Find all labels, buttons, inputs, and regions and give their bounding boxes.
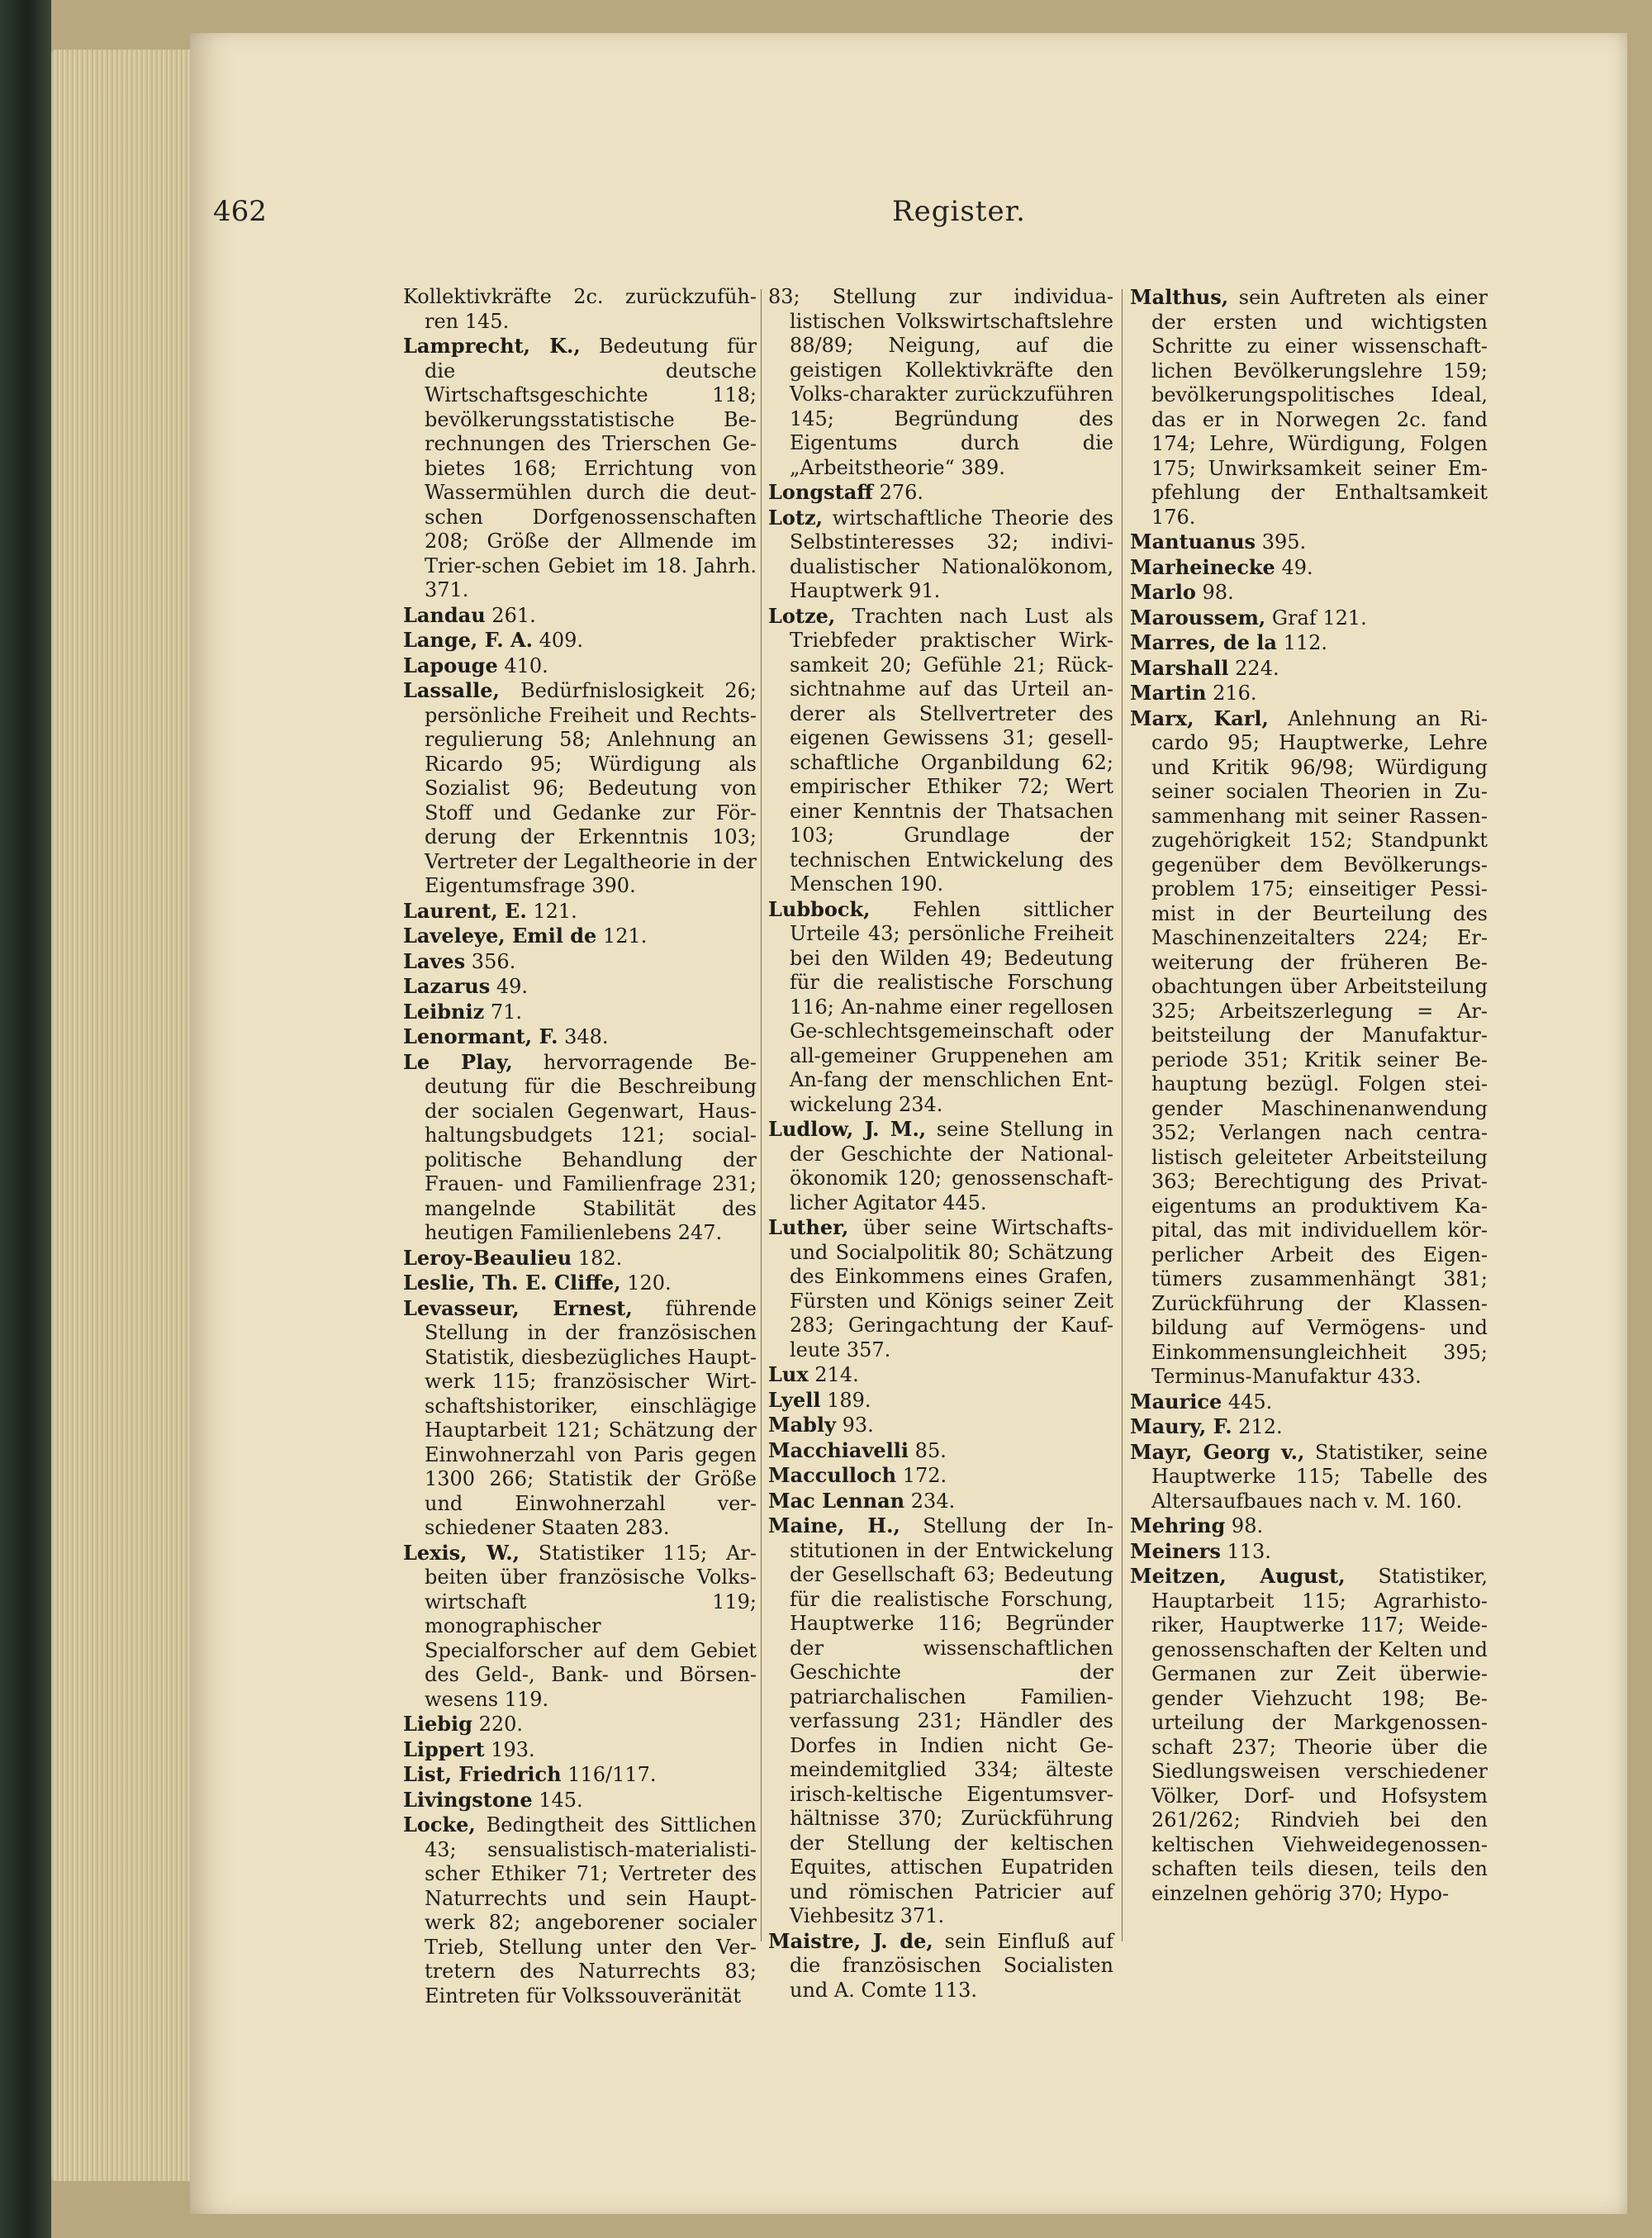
index-entry — [403, 924, 757, 949]
index-text: Statistiker, Hauptarbeit 115; Agrarhisto-riker, Hauptwerke 117; Weide-genossenschaften der Kelten und Germanen zur Zeit überwie-gender Viehzucht 198; Be-urteilung der Markgenossen-schaft 237; Theorie über die Siedlungsweisen verschiedener Völker, Dorf- und Hofsystem 261/262; Rindvieh bei den keltischen Viehweidegenossen-schaften teils diesen, teils den einzelnen gehörig 370; Hypo- — [1151, 1565, 1488, 1905]
index-entry — [768, 1117, 1113, 1215]
index-entry — [768, 1489, 1113, 1514]
index-entry — [768, 1463, 1113, 1489]
index-text: Statistiker 115; Ar-beiten über französische Volks-wirtschaft 119; monographischer Specialforscher auf dem Gebiet des Geld-, Bank- und Börsen-wesens 119. — [425, 1541, 757, 1711]
index-entry — [1130, 1414, 1488, 1440]
index-entry — [403, 1712, 757, 1737]
index-entry — [403, 1050, 757, 1246]
index-headword: Lippert — [403, 1737, 485, 1761]
index-entry — [1130, 630, 1488, 656]
page-edges — [51, 50, 208, 2181]
index-headword: Levasseur, Ernest, — [403, 1295, 633, 1320]
index-headword: List, Friedrich — [403, 1762, 562, 1786]
index-entry — [403, 974, 757, 1000]
index-entry — [403, 1541, 757, 1713]
index-entry — [403, 1737, 757, 1763]
index-text: Bedeutung für die deutsche Wirtschaftsgeschichte 118; bevölkerungsstatistische Be-rechnungen des Trierschen Ge-bietes 168; Errichtung von Wassermühlen durch die deut-schen Dorfgenossenschaften 208; Größe der Allmende im Trier-schen Gebiet im 18. Jahrh. 371. — [425, 335, 757, 601]
running-head: Register. — [892, 195, 1026, 228]
index-text: 356. — [471, 949, 516, 973]
index-headword: Longstaff — [768, 480, 873, 504]
index-headword: Laveleye, Emil de — [403, 924, 597, 948]
index-headword: Macchiavelli — [768, 1437, 909, 1462]
index-headword: Leslie, Th. E. Cliffe, — [403, 1271, 621, 1295]
index-text: 216. — [1213, 682, 1257, 705]
index-entry — [768, 1438, 1113, 1464]
column-rule — [761, 289, 762, 1941]
index-entry — [768, 1413, 1113, 1438]
index-text: 83; Stellung zur individua-listischen Volkswirtschaftslehre 88/89; Neigung, auf die geistigen Kollektivkräfte den Volks-charakter zurückzuführen 145; Begründung des Eigentums durch die „Arbeitstheorie“ 389. — [768, 285, 1113, 479]
index-text: 348. — [564, 1025, 609, 1048]
index-headword: Lux — [768, 1362, 809, 1386]
index-entry — [768, 897, 1113, 1118]
index-headword: Malthus, — [1130, 285, 1229, 309]
index-entry — [403, 1762, 757, 1788]
index-headword: Mac Lennan — [768, 1488, 905, 1513]
index-headword: Lazarus — [403, 974, 491, 998]
index-headword: Lapouge — [403, 653, 498, 677]
index-text: Bedingtheit des Sittlichen 43; sensualistisch-materialisti-scher Ethiker 71; Vertreter des Naturrechts und sein Haupt-werk 82; angeborener socialer Trieb, Stellung unter den Ver-tretern des Naturrechts 83; Eintreten für Volkssouveränität — [425, 1813, 757, 2008]
index-entry — [1130, 1513, 1488, 1539]
index-entry — [1130, 1390, 1488, 1415]
index-headword: Lubbock, — [768, 896, 871, 921]
index-entry — [403, 1246, 757, 1271]
index-text: Anlehnung an Ri-cardo 95; Hauptwerke, Lehre und Kritik 96/98; Würdigung seiner socialen Theorien in Zu-sammenhang mit seiner Rassen-zugehörigkeit 152; Standpunkt gegenüber dem Bevölkerungs-problem 175; einseitiger Pessi-mist in der Beurteilung des Maschinenzeitalters 224; Er-weiterung der früheren Be-obachtungen über Arbeitsteilung 325; Arbeitszerlegung = Ar-beitsteilung der Manufaktur-periode 351; Kritik seiner Be-hauptung bezügl. Folgen stei-gender Maschinenanwendung 352; Verlangen nach centra-listisch geleiteter Arbeitsteilung 363; Berechtigung des Privat-eigentums an produktivem Ka-pital, das mit individuellem kör-perlicher Arbeit des Eigen-tümers zusammenhängt 381; Zurückführung der Klassen-bildung auf Vermögens- und Einkommensungleichheit 395; Terminus-Manufaktur 433. — [1151, 706, 1488, 1388]
index-entry — [403, 1271, 757, 1296]
index-headword: Laurent, E. — [403, 898, 527, 923]
index-text: 113. — [1227, 1539, 1271, 1563]
index-entry — [768, 480, 1113, 506]
index-text: 49. — [496, 975, 529, 998]
index-headword: Maine, H., — [768, 1513, 900, 1537]
index-text: hervorragende Be-deutung für die Beschreibung der socialen Gegenwart, Haus-haltungsbudgets 121; social-politische Behandlung der Frauen- und Familienfrage 231; mangelnde Stabilität des heutigen Familienlebens 247. — [425, 1050, 757, 1244]
index-text: 234. — [910, 1489, 956, 1513]
index-headword: Lexis, W., — [403, 1540, 520, 1565]
index-headword: Locke, — [403, 1813, 476, 1836]
index-text: wirtschaftliche Theorie des Selbstinteresses 32; indivi-dualistischer Nationalökonom, Hauptwerk 91. — [790, 506, 1113, 602]
index-headword: Maroussem, — [1130, 605, 1266, 630]
index-headword: Mehring — [1130, 1513, 1226, 1537]
index-text: 214. — [814, 1363, 859, 1386]
index-headword: Lange, F. A. — [403, 628, 533, 652]
index-headword: Lyell — [768, 1387, 821, 1412]
index-entry — [768, 1513, 1113, 1929]
index-entry — [403, 1000, 757, 1025]
index-text: 49. — [1281, 555, 1313, 579]
index-headword: Marres, de la — [1130, 630, 1277, 654]
index-entry — [403, 603, 757, 629]
index-headword: Lassalle, — [403, 678, 500, 702]
index-entry — [403, 1296, 757, 1541]
index-text: 410. — [504, 653, 548, 677]
index-text: 120. — [627, 1271, 672, 1295]
index-text: 261. — [491, 603, 536, 627]
index-headword: Leroy-Beaulieu — [403, 1245, 572, 1270]
index-text: Graf 121. — [1271, 606, 1367, 630]
index-entry — [403, 1024, 757, 1050]
index-entry — [403, 1813, 757, 2008]
index-headword: Mably — [768, 1413, 836, 1437]
index-headword: Marx, Karl, — [1130, 706, 1269, 730]
index-text: 98. — [1202, 581, 1234, 604]
index-entry — [768, 1215, 1113, 1362]
index-entry — [768, 604, 1113, 897]
index-text: Bedürfnislosigkeit 26; persönliche Freiheit und Rechts-regulierung 58; Anlehnung an Ricardo 95; Würdigung als Sozialist 96; Bedeutung von Stoff und Gedanke zur För-derung der Erkenntnis 103; Vertreter der Legaltheorie in der Eigentumsfrage 390. — [425, 679, 757, 897]
column-rule — [1122, 289, 1123, 1941]
index-entry — [1130, 1539, 1488, 1565]
index-headword: Maury, F. — [1130, 1414, 1232, 1438]
index-entry — [403, 949, 757, 975]
index-headword: Luther, — [768, 1215, 849, 1239]
index-text: 193. — [491, 1737, 535, 1761]
index-headword: Maurice — [1130, 1389, 1222, 1414]
index-entry — [403, 334, 757, 603]
index-entry — [1130, 606, 1488, 631]
index-entry — [1130, 285, 1488, 530]
index-text: 182. — [577, 1246, 623, 1270]
index-headword: Landau — [403, 602, 486, 627]
index-text: 98. — [1231, 1514, 1264, 1537]
index-entry — [1130, 706, 1488, 1390]
index-text: seine Stellung in der Geschichte der National-ökonomik 120; genossenschaft-licher Agitator 445. — [790, 1118, 1114, 1214]
index-headword: Meitzen, August, — [1130, 1564, 1346, 1588]
index-text: sein Einfluß auf die französischen Socialisten und A. Comte 113. — [790, 1929, 1113, 2002]
index-headword: Le Play, — [403, 1049, 513, 1074]
index-entry — [768, 1929, 1113, 2003]
index-entry — [768, 1388, 1113, 1414]
index-headword: Liebig — [403, 1712, 472, 1736]
index-text: 93. — [842, 1414, 874, 1437]
index-text: Kollektivkräfte 2c. zurückzufüh-ren 145. — [403, 285, 757, 333]
index-headword: Meiners — [1130, 1538, 1221, 1563]
index-text: 212. — [1238, 1415, 1283, 1438]
index-headword: Marshall — [1130, 655, 1229, 680]
index-entry — [403, 285, 757, 334]
page-number: 462 — [213, 195, 267, 228]
index-headword: Leibniz — [403, 999, 485, 1024]
index-headword: Ludlow, J. M., — [768, 1117, 927, 1141]
index-text: 172. — [902, 1464, 947, 1487]
index-entry — [1130, 1564, 1488, 1906]
index-entry — [768, 506, 1113, 604]
index-text: Trachten nach Lust als Triebfeder praktischer Wirk-samkeit 20; Gefühle 21; Rück-sichtnahme auf das Urteil an-derer als Stellvertreter des eigenen Gewissens 31; gesell-schaftliche Organbildung 62; empirischer Ethiker 72; Wert einer Kenntnis der Thatsachen 103; Grundlage der technischen Entwickelung des Menschen 190. — [790, 604, 1113, 896]
index-text: 145. — [539, 1788, 583, 1812]
index-column-3 — [1130, 285, 1488, 1906]
index-headword: Mantuanus — [1130, 530, 1256, 554]
index-text: 276. — [879, 481, 924, 504]
index-text: 116/117. — [567, 1763, 657, 1786]
index-entry — [1130, 681, 1488, 706]
index-headword: Mayr, Georg v., — [1130, 1439, 1305, 1464]
index-text: 220. — [478, 1713, 524, 1736]
index-headword: Macculloch — [768, 1463, 897, 1487]
index-text: 189. — [827, 1388, 871, 1412]
index-headword: Lenormant, F. — [403, 1024, 558, 1048]
index-headword: Martin — [1130, 681, 1207, 705]
index-text: 71. — [490, 1000, 523, 1024]
index-entry — [1130, 1440, 1488, 1514]
index-headword: Laves — [403, 948, 466, 973]
index-entry — [403, 653, 757, 679]
index-text: 409. — [539, 629, 584, 652]
index-entry — [1130, 656, 1488, 682]
index-entry — [403, 899, 757, 924]
index-headword: Maistre, J. de, — [768, 1928, 933, 1953]
index-headword: Livingstone — [403, 1787, 533, 1812]
index-entry — [403, 1788, 757, 1813]
index-entry — [403, 678, 757, 899]
index-headword: Marheinecke — [1130, 554, 1275, 579]
index-text: Stellung der In-stitutionen in der Entwickelung der Gesellschaft 63; Bedeutung für die realistische Forschung, Hauptwerke 116; Begründer der wissenschaftlichen Geschichte der patriarchalischen Familien-verfassung 231; Händler des Dorfes in Indien nicht Ge-meindemitglied 334; älteste irisch-keltische Eigentumsver-hältnisse 370; Zurückführung der Stellung der keltischen Equites, attischen Eupatriden und römischen Patricier auf Viehbesitz 371. — [790, 1514, 1113, 1927]
index-text: 85. — [914, 1438, 947, 1462]
index-text: 121. — [533, 899, 577, 923]
index-text: Statistiker, seine Hauptwerke 115; Tabelle des Altersaufbaues nach v. M. 160. — [1151, 1440, 1488, 1513]
index-entry — [768, 1362, 1113, 1388]
index-text: 121. — [602, 924, 648, 948]
index-text: über seine Wirtschafts- und Socialpolitik 80; Schätzung des Einkommens eines Grafen, Fürsten und Königs seiner Zeit 283; Geringachtung der Kauf-leute 357. — [790, 1216, 1113, 1361]
index-text: 395. — [1261, 530, 1307, 554]
index-text: sein Auftreten als einer der ersten und wichtigsten Schritte zu einer wissenschaft-lichen Bevölkerungslehre 159; bevölkerungspolitisches Ideal, das er in Norwegen 2c. fand 174; Lehre, Würdigung, Folgen 175; Unwirksamkeit seiner Em-pfehlung der Enthaltsamkeit 176. — [1151, 286, 1488, 529]
index-column-1 — [403, 285, 757, 2008]
index-entry — [768, 285, 1113, 480]
index-headword: Lotze, — [768, 603, 836, 628]
index-text: Fehlen sittlicher Urteile 43; persönliche Freiheit bei den Wilden 49; Bedeutung für die realistische Forschung 116; An-nahme einer regellosen Ge-schlechtsgemeinschaft oder all-gemeiner Gruppenehen am An-fang der menschlichen Ent-wickelung 234. — [790, 897, 1113, 1116]
index-text: 112. — [1283, 631, 1328, 654]
index-column-2 — [768, 285, 1113, 2003]
index-text: führende Stellung in der französischen Statistik, diesbezügliches Haupt-werk 115; französischer Wirt-schaftshistoriker, einschlägige Hauptarbeit 121; Schätzung der Einwohnerzahl von Paris gegen 1300 266; Statistik der Größe und Einwohnerzahl ver-schiedener Staaten 283. — [425, 1296, 757, 1539]
index-headword: Marlo — [1130, 580, 1196, 604]
index-text: 445. — [1227, 1390, 1273, 1414]
book-binding — [0, 0, 51, 2238]
index-headword: Lamprecht, K., — [403, 334, 581, 358]
index-entry — [1130, 555, 1488, 581]
index-entry — [403, 628, 757, 653]
index-text: 224. — [1235, 656, 1279, 680]
index-headword: Lotz, — [768, 505, 823, 530]
index-entry — [1130, 530, 1488, 555]
index-entry — [1130, 580, 1488, 606]
